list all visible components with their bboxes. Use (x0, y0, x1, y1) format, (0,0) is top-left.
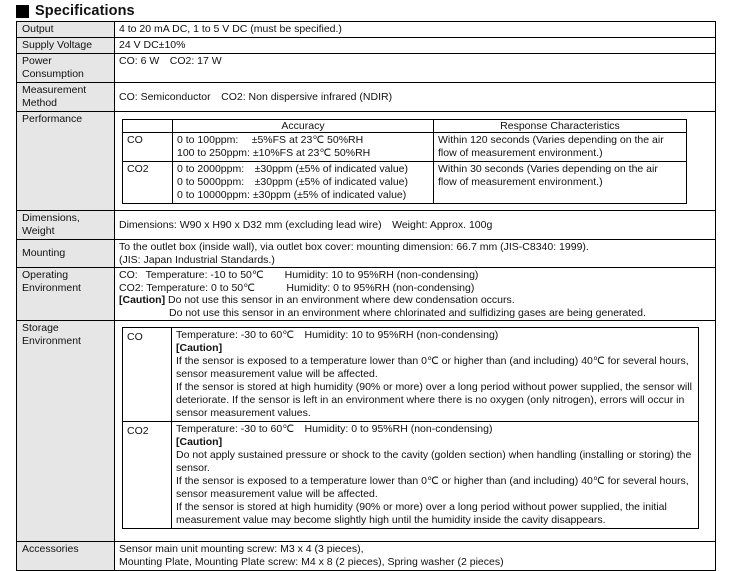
operating-co: CO: Temperature: -10 to 50℃ Humidity: 10 to 95%RH (non-condensing) (119, 269, 479, 281)
spec-row-supply-voltage (17, 38, 716, 54)
storage-row-co (123, 328, 699, 422)
spec-row-accessories (17, 542, 716, 571)
storage-note: Do not apply sustained pressure or shock to the cavity (golden section) when handling (installing or storing) the sensor. (176, 449, 692, 474)
spec-label: Accessories (17, 542, 115, 571)
black-square-icon (16, 5, 29, 18)
gas-label: CO (123, 328, 172, 422)
accuracy-line: 0 to 10000ppm: ±30ppm (±5% of indicated value) (177, 189, 407, 201)
storage-detail (172, 328, 699, 422)
storage-table (122, 327, 699, 529)
spec-value: CO: Semiconductor CO2: Non dispersive infrared (NDIR) (115, 83, 716, 112)
spec-value (115, 542, 716, 571)
spec-value: 4 to 20 mA DC, 1 to 5 V DC (must be specified.) (115, 22, 716, 38)
perf-row-co2 (123, 162, 687, 204)
spec-label: Storage Environment (17, 321, 115, 542)
perf-header-response: Response Characteristics (434, 120, 687, 133)
operating-caution-2: Do not use this sensor in an environment where chlorinated and sulfidizing gases are being generated. (169, 306, 646, 319)
performance-cell (115, 112, 716, 211)
storage-note: If the sensor is exposed to a temperature lower than 0℃ or higher than (and including) 40℃ for several hours, sensor measurement value will be affected. (176, 475, 689, 500)
spec-row-method (17, 83, 716, 112)
gas-label: CO (123, 133, 173, 162)
mounting-line: (JIS: Japan Industrial Standards.) (119, 253, 275, 266)
storage-note: If the sensor is stored at high humidity (90% or more) over a long period without power supplied, the sensor will deteriorate. If the sensor is left in an environment where there is no oxygen (only nitrogen), errors will occur in sensor measurement values. (176, 381, 692, 419)
storage-cell (115, 321, 716, 542)
perf-row-co (123, 133, 687, 162)
spec-row-storage (17, 321, 716, 542)
spec-value: 24 V DC±10% (115, 38, 716, 54)
specifications-table (16, 21, 716, 571)
response-line: flow of measurement environment.) (438, 147, 603, 159)
perf-header-blank (123, 120, 173, 133)
accuracy-cell (173, 162, 434, 204)
spec-label: Mounting (17, 240, 115, 268)
spec-row-performance (17, 112, 716, 211)
spec-label: Power Consumption (17, 54, 115, 83)
spec-label: Output (17, 22, 115, 38)
performance-table (122, 119, 687, 204)
spec-row-operating (17, 268, 716, 321)
response-line: flow of measurement environment.) (438, 176, 603, 188)
spec-value: Dimensions: W90 x H90 x D32 mm (excluding lead wire) Weight: Approx. 100g (115, 211, 716, 240)
section-title-text: Specifications (35, 3, 135, 19)
spec-value (115, 268, 716, 321)
response-cell (434, 162, 687, 204)
storage-row-co2 (123, 422, 699, 529)
accuracy-cell (173, 133, 434, 162)
spec-row-mounting (17, 240, 716, 268)
caution-tag: [Caution] (176, 342, 223, 354)
storage-note: If the sensor is exposed to a temperature lower than 0℃ or higher than (and including) 40℃ for several hours, sensor measurement value will be affected. (176, 355, 689, 380)
response-line: Within 120 seconds (Varies depending on the air (438, 134, 664, 146)
spec-row-power (17, 54, 716, 83)
gas-label: CO2 (123, 162, 173, 204)
gas-label: CO2 (123, 422, 172, 529)
storage-detail (172, 422, 699, 529)
mounting-line: To the outlet box (inside wall), via outlet box cover: mounting dimension: 66.7 mm (JIS-C8340: 1999). (119, 241, 589, 253)
accessories-line: Mounting Plate, Mounting Plate screw: M4 x 8 (2 pieces), Spring washer (2 pieces) (119, 555, 504, 568)
caution-text: Do not use this sensor in an environment where dew condensation occurs. (165, 294, 515, 306)
caution-tag: [Caution] (119, 294, 166, 306)
accuracy-line: 0 to 2000ppm: ±30ppm (±5% of indicated value) (177, 163, 408, 175)
storage-condition: Temperature: -30 to 60℃ Humidity: 0 to 95%RH (non-condensing) (176, 423, 493, 435)
response-line: Within 30 seconds (Varies depending on the air (438, 163, 658, 175)
accuracy-line: 0 to 100ppm: ±5%FS at 23℃ 50%RH (177, 134, 364, 146)
spec-value: CO: 6 W CO2: 17 W (115, 54, 716, 83)
spec-label: Supply Voltage (17, 38, 115, 54)
spec-label: Measurement Method (17, 83, 115, 112)
storage-note: If the sensor is stored at high humidity (90% or more) over a long period without power supplied, the initial measurement value may become slightly high until the humidity inside the cavity disappears. (176, 501, 667, 526)
accuracy-line: 100 to 250ppm: ±10%FS at 23℃ 50%RH (177, 147, 371, 159)
accuracy-line: 0 to 5000ppm: ±30ppm (±5% of indicated value) (177, 176, 408, 188)
operating-caution (119, 294, 711, 307)
spec-label: Performance (17, 112, 115, 211)
spec-value (115, 240, 716, 268)
operating-co2: CO2: Temperature: 0 to 50℃ Humidity: 0 to 95%RH (non-condensing) (119, 281, 475, 294)
storage-condition: Temperature: -30 to 60℃ Humidity: 10 to 95%RH (non-condensing) (176, 329, 499, 341)
spec-row-output (17, 22, 716, 38)
perf-header-accuracy: Accuracy (173, 120, 434, 133)
caution-tag: [Caution] (176, 436, 223, 448)
spec-row-dimensions (17, 211, 716, 240)
accessories-line: Sensor main unit mounting screw: M3 x 4 (3 pieces), (119, 543, 364, 555)
response-cell (434, 133, 687, 162)
section-title (16, 2, 135, 20)
spec-label: Operating Environment (17, 268, 115, 321)
spec-label: Dimensions, Weight (17, 211, 115, 240)
